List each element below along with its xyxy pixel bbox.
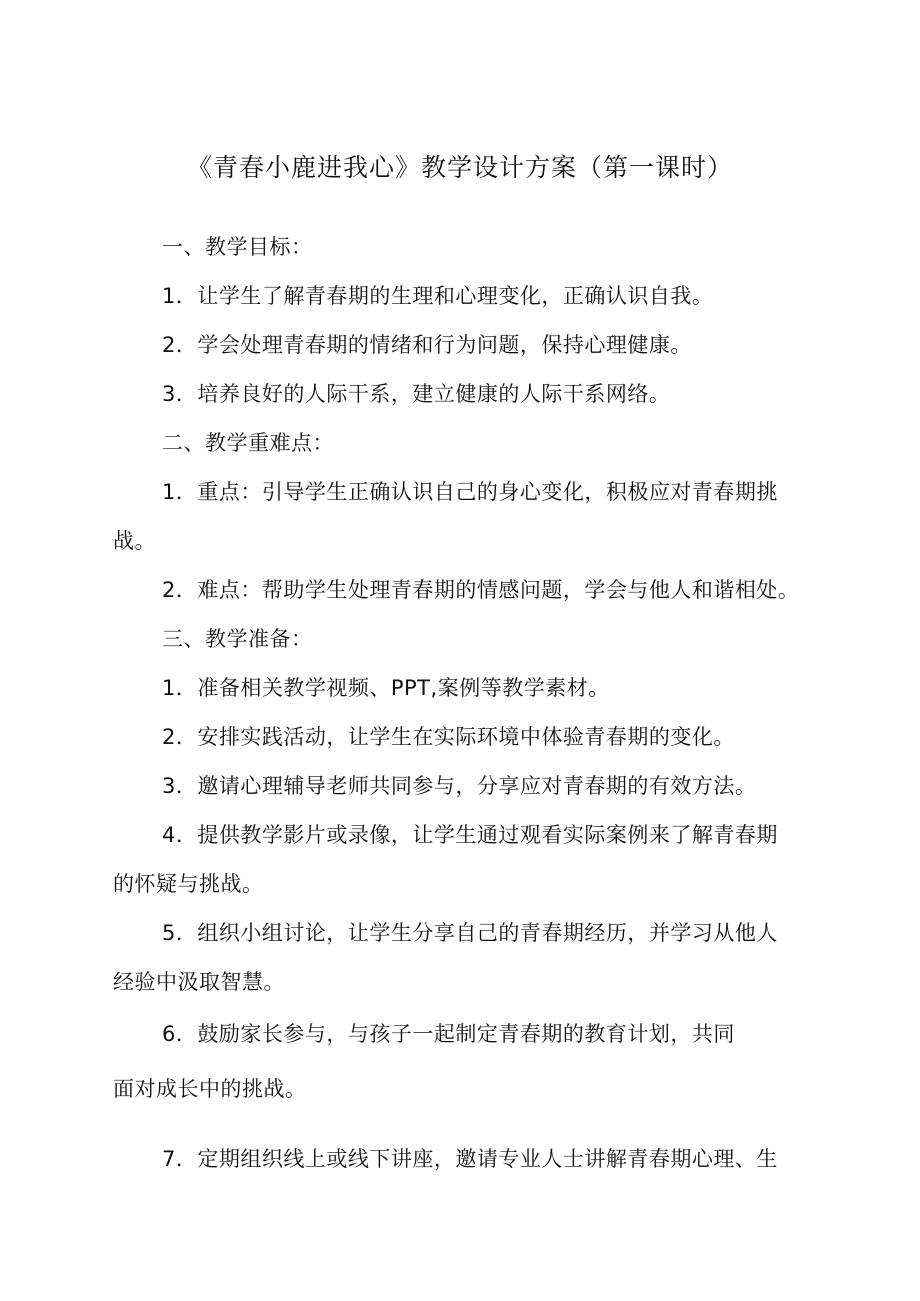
objective-item-3: 3．培养良好的人际干系，建立健康的人际干系网络。 [162, 382, 671, 406]
document-title: 《青春小鹿进我心》教学设计方案（第一课时） [186, 153, 733, 182]
section-heading-objectives: 一、教学目标： [162, 235, 313, 259]
preparation-item-3: 3．邀请心理辅导老师共同参与，分享应对青春期的有效方法。 [162, 774, 757, 798]
preparation-item-6: 6．鼓励家长参与，与孩子一起制定青春期的教育计划，共同 [162, 1022, 735, 1046]
preparation-item-5: 5．组织小组讨论，让学生分享自己的青春期经历，并学习从他人 [162, 921, 778, 945]
section-heading-key-points: 二、教学重难点： [162, 431, 334, 455]
preparation-item-4: 4．提供教学影片或录像，让学生通过观看实际案例来了解青春期 [162, 823, 778, 847]
preparation-item-1: 1．准备相关教学视频、PPT,案例等教学素材。 [162, 676, 610, 700]
objective-item-2: 2．学会处理青春期的情绪和行为问题，保持心理健康。 [162, 333, 692, 357]
objective-item-1: 1．让学生了解青春期的生理和心理变化，正确认识自我。 [162, 284, 714, 308]
section-heading-preparation: 三、教学准备： [162, 627, 313, 651]
preparation-item-2: 2．安排实践活动，让学生在实际环境中体验青春期的变化。 [162, 725, 735, 749]
key-point-item-1-continued: 战。 [113, 529, 156, 553]
key-point-item-1: 1．重点：引导学生正确认识自己的身心变化，积极应对青春期挑 [162, 480, 778, 504]
preparation-item-5-continued: 经验中汲取智慧。 [113, 970, 285, 994]
preparation-item-4-continued: 的怀疑与挑战。 [113, 872, 264, 896]
key-point-item-2: 2．难点：帮助学生处理青春期的情感问题，学会与他人和谐相处。 [162, 578, 800, 602]
preparation-item-7: 7．定期组织线上或线下讲座，邀请专业人士讲解青春期心理、生 [162, 1147, 778, 1171]
preparation-item-6-continued: 面对成长中的挑战。 [113, 1077, 307, 1101]
